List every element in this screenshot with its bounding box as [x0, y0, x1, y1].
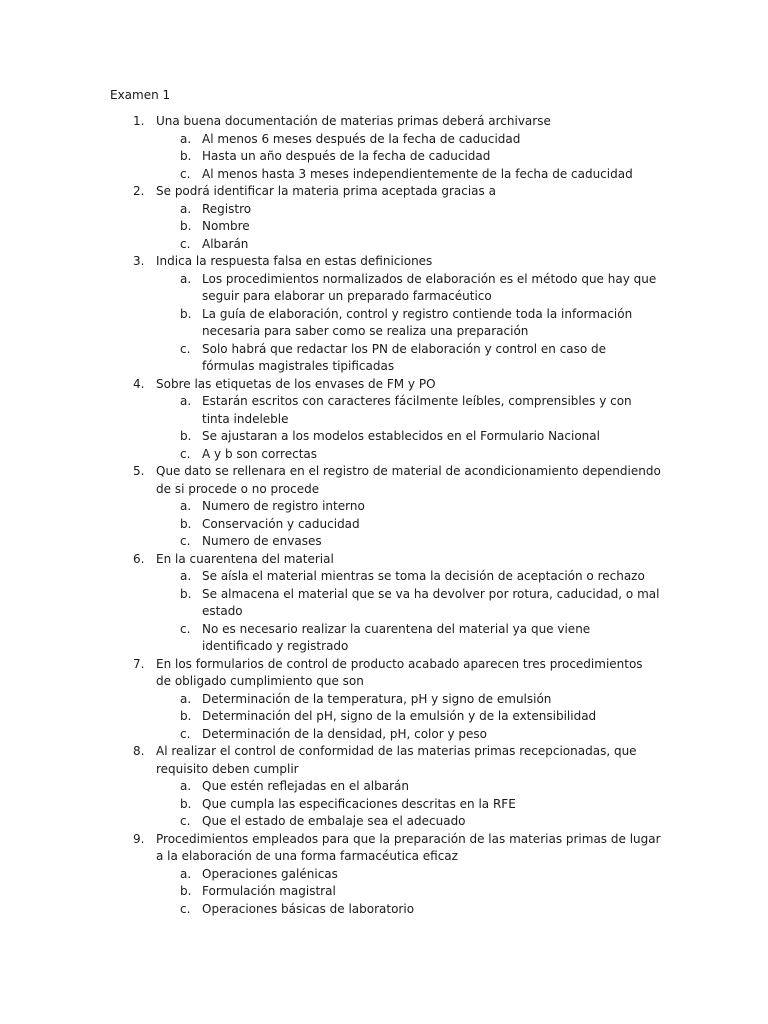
question-text: Que dato se rellenara en el registro de material de acondicionamiento dependiendo de si procede o no procede	[156, 464, 661, 496]
option-text: Determinación de la temperatura, pH y signo de emulsión	[202, 691, 552, 706]
option-text: Que estén reflejadas en el albarán	[202, 779, 409, 793]
option-1-c	[0, 166, 768, 184]
option-4-b	[0, 428, 768, 446]
option-text: Numero de registro interno	[202, 499, 365, 513]
option-letter: a.	[180, 691, 192, 706]
option-text: Solo habrá que redactar los PN de elaboración y control en caso de fórmulas magistrales tipificadas	[202, 341, 607, 373]
option-text: La guía de elaboración, control y registro contiende toda la información necesaria para saber como se realiza una preparación	[202, 306, 633, 338]
question-text: En la cuarentena del material	[156, 551, 334, 566]
option-letter: c.	[180, 534, 191, 548]
option-letter: b.	[180, 516, 192, 531]
option-list	[0, 866, 768, 919]
option-text: Albarán	[202, 236, 249, 251]
option-text: Al menos 6 meses después de la fecha de caducidad	[202, 131, 521, 146]
option-letter: c.	[180, 446, 191, 461]
option-letter: b.	[180, 709, 192, 723]
option-1-a	[0, 131, 768, 149]
option-letter: c.	[180, 814, 191, 828]
option-letter: c.	[180, 341, 191, 356]
option-list	[0, 201, 768, 254]
option-list	[0, 271, 768, 376]
option-list	[0, 691, 768, 744]
option-6-c	[0, 621, 768, 656]
option-text: No es necesario realizar la cuarentena del material ya que viene identificado y registrado	[202, 621, 591, 653]
option-text: Se ajustaran a los modelos establecidos en el Formulario Nacional	[202, 429, 600, 443]
question-number: 3.	[133, 254, 145, 268]
option-text: A y b son correctas	[202, 446, 318, 461]
option-text: Que cumpla las especificaciones descritas en la RFE	[202, 796, 516, 811]
option-letter: b.	[180, 586, 192, 601]
option-text: Los procedimientos normalizados de elaboración es el método que hay que seguir para elaborar un preparado farmacéutico	[202, 271, 657, 303]
option-letter: b.	[180, 306, 192, 321]
option-text: Determinación de la densidad, pH, color y peso	[202, 726, 487, 741]
question-number: 7.	[133, 656, 145, 671]
option-text: Numero de envases	[202, 534, 322, 548]
question-number: 2.	[133, 184, 145, 198]
option-list	[0, 131, 768, 184]
option-9-c	[0, 901, 768, 919]
question-7	[0, 656, 768, 744]
option-letter: c.	[180, 901, 191, 916]
question-text: Una buena documentación de materias primas deberá archivarse	[156, 114, 551, 128]
option-list	[0, 498, 768, 551]
option-3-a	[0, 271, 768, 306]
option-letter: a.	[180, 779, 192, 793]
option-6-b	[0, 586, 768, 621]
option-text: Determinación del pH, signo de la emulsión y de la extensibilidad	[202, 709, 597, 723]
option-letter: a.	[180, 394, 192, 408]
option-3-b	[0, 306, 768, 341]
option-text: Conservación y caducidad	[202, 516, 360, 531]
option-text: Operaciones básicas de laboratorio	[202, 901, 415, 916]
question-number: 6.	[133, 551, 145, 566]
option-letter: b.	[180, 149, 192, 163]
option-2-a	[0, 201, 768, 219]
option-9-b	[0, 883, 768, 901]
question-9	[0, 831, 768, 919]
option-text: Se almacena el material que se va ha devolver por rotura, caducidad, o mal estado	[202, 586, 660, 618]
option-8-c	[0, 813, 768, 831]
question-list	[0, 113, 768, 918]
option-text: Al menos hasta 3 meses independientemente de la fecha de caducidad	[202, 166, 633, 181]
question-text: Sobre las etiquetas de los envases de FM y PO	[156, 376, 436, 391]
question-number: 8.	[133, 744, 145, 758]
option-letter: b.	[180, 796, 192, 811]
option-list	[0, 778, 768, 831]
question-text: En los formularios de control de producto acabado aparecen tres procedimientos de obligado cumplimiento que son	[156, 656, 643, 688]
option-4-c	[0, 446, 768, 464]
option-2-b	[0, 218, 768, 236]
option-text: Estarán escritos con caracteres fácilmente leíbles, comprensibles y con tinta indeleble	[202, 394, 632, 426]
option-text: Hasta un año después de la fecha de caducidad	[202, 149, 491, 163]
option-5-a	[0, 498, 768, 516]
question-5	[0, 463, 768, 551]
option-2-c	[0, 236, 768, 254]
question-text: Indica la respuesta falsa en estas definiciones	[156, 254, 433, 268]
question-4	[0, 376, 768, 464]
option-text: Que el estado de embalaje sea el adecuado	[202, 814, 466, 828]
option-letter: b.	[180, 429, 192, 443]
option-list	[0, 568, 768, 656]
question-3	[0, 253, 768, 376]
question-text: Al realizar el control de conformidad de las materias primas recepcionadas, que requisito deben cumplir	[156, 744, 637, 776]
option-text: Registro	[202, 201, 252, 216]
option-list	[0, 393, 768, 463]
question-2	[0, 183, 768, 253]
option-letter: a.	[180, 271, 192, 286]
option-letter: a.	[180, 866, 192, 881]
option-3-c	[0, 341, 768, 376]
option-7-b	[0, 708, 768, 726]
option-letter: c.	[180, 621, 191, 636]
question-number: 4.	[133, 376, 145, 391]
question-8	[0, 743, 768, 831]
question-text: Procedimientos empleados para que la preparación de las materias primas de lugar a la elaboración de una forma farmacéutica eficaz	[156, 831, 661, 863]
question-6	[0, 551, 768, 656]
option-letter: c.	[180, 726, 191, 741]
option-text: Nombre	[202, 219, 250, 233]
option-letter: c.	[180, 236, 191, 251]
option-text: Operaciones galénicas	[202, 866, 338, 881]
option-7-c	[0, 726, 768, 744]
option-letter: a.	[180, 201, 192, 216]
option-letter: b.	[180, 219, 192, 233]
option-4-a	[0, 393, 768, 428]
question-number: 9.	[133, 831, 145, 846]
option-letter: a.	[180, 131, 192, 146]
option-5-c	[0, 533, 768, 551]
option-letter: c.	[180, 166, 191, 181]
option-5-b	[0, 516, 768, 534]
option-text: Se aísla el material mientras se toma la decisión de aceptación o rechazo	[202, 569, 645, 583]
option-8-b	[0, 796, 768, 814]
option-7-a	[0, 691, 768, 709]
option-8-a	[0, 778, 768, 796]
option-6-a	[0, 568, 768, 586]
option-letter: a.	[180, 569, 192, 583]
option-letter: a.	[180, 499, 192, 513]
question-number: 1.	[133, 114, 145, 128]
question-number: 5.	[133, 464, 145, 478]
option-9-a	[0, 866, 768, 884]
question-text: Se podrá identificar la materia prima aceptada gracias a	[156, 184, 496, 198]
question-1	[0, 113, 768, 183]
option-text: Formulación magistral	[202, 884, 336, 898]
option-letter: b.	[180, 884, 192, 898]
exam-title: Examen 1	[110, 88, 171, 102]
option-1-b	[0, 148, 768, 166]
